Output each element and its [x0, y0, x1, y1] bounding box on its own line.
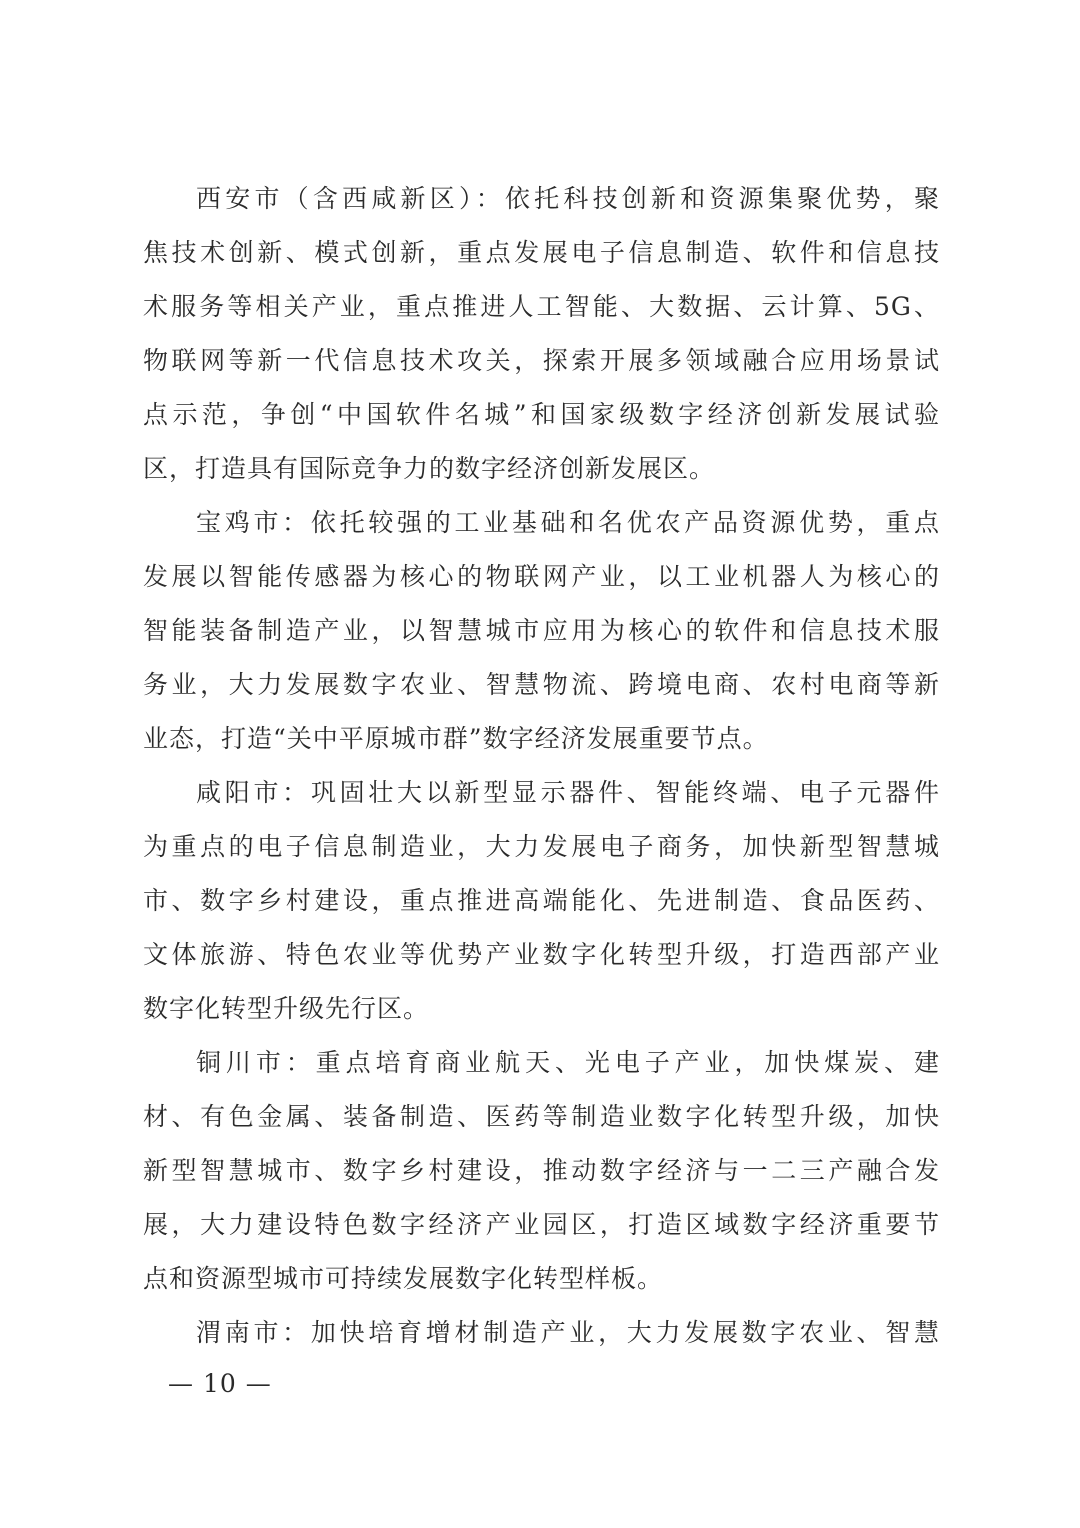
- paragraph-baoji-line: 务业，大力发展数字农业、智慧物流、跨境电商、农村电商等新: [143, 670, 940, 699]
- paragraph-xian-line: 点示范，争创“中国软件名城”和国家级数字经济创新发展试验: [143, 400, 940, 429]
- paragraph-xianyang-line: 数字化转型升级先行区。: [143, 994, 430, 1023]
- paragraph-weinan-line: 渭南市：加快培育增材制造产业，大力发展数字农业、智慧: [196, 1318, 940, 1347]
- paragraph-xianyang-line: 文体旅游、特色农业等优势产业数字化转型升级，打造西部产业: [143, 940, 940, 969]
- paragraph-xian-line: 西安市（含西咸新区）：依托科技创新和资源集聚优势，聚: [196, 184, 940, 213]
- paragraph-tongchuan-line: 新型智慧城市、数字乡村建设，推动数字经济与一二三产融合发: [143, 1156, 940, 1185]
- paragraph-baoji-line: 智能装备制造产业，以智慧城市应用为核心的软件和信息技术服: [143, 616, 940, 645]
- paragraph-xianyang-line: 市、数字乡村建设，重点推进高端能化、先进制造、食品医药、: [143, 886, 940, 915]
- paragraph-tongchuan-line: 展，大力建设特色数字经济产业园区，打造区域数字经济重要节: [143, 1210, 940, 1239]
- paragraph-baoji-line: 业态，打造“关中平原城市群”数字经济发展重要节点。: [143, 724, 769, 753]
- paragraph-tongchuan-line: 铜川市：重点培育商业航天、光电子产业，加快煤炭、建: [196, 1048, 940, 1077]
- paragraph-xianyang-line: 为重点的电子信息制造业，大力发展电子商务，加快新型智慧城: [143, 832, 940, 861]
- paragraph-xian-line: 物联网等新一代信息技术攻关，探索开展多领域融合应用场景试: [143, 346, 940, 375]
- paragraph-tongchuan-line: 材、有色金属、装备制造、医药等制造业数字化转型升级，加快: [143, 1102, 940, 1131]
- paragraph-xian-line: 术服务等相关产业，重点推进人工智能、大数据、云计算、5G、: [143, 292, 940, 321]
- paragraph-xianyang-line: 咸阳市：巩固壮大以新型显示器件、智能终端、电子元器件: [196, 778, 940, 807]
- paragraph-tongchuan-line: 点和资源型城市可持续发展数字化转型样板。: [143, 1264, 664, 1293]
- paragraph-xian-line: 区，打造具有国际竞争力的数字经济创新发展区。: [143, 454, 716, 483]
- paragraph-baoji-line: 宝鸡市：依托较强的工业基础和名优农产品资源优势，重点: [196, 508, 940, 537]
- page-number: — 10 —: [168, 1369, 272, 1398]
- paragraph-baoji-line: 发展以智能传感器为核心的物联网产业，以工业机器人为核心的: [143, 562, 940, 591]
- paragraph-xian-line: 焦技术创新、模式创新，重点发展电子信息制造、软件和信息技: [143, 238, 940, 267]
